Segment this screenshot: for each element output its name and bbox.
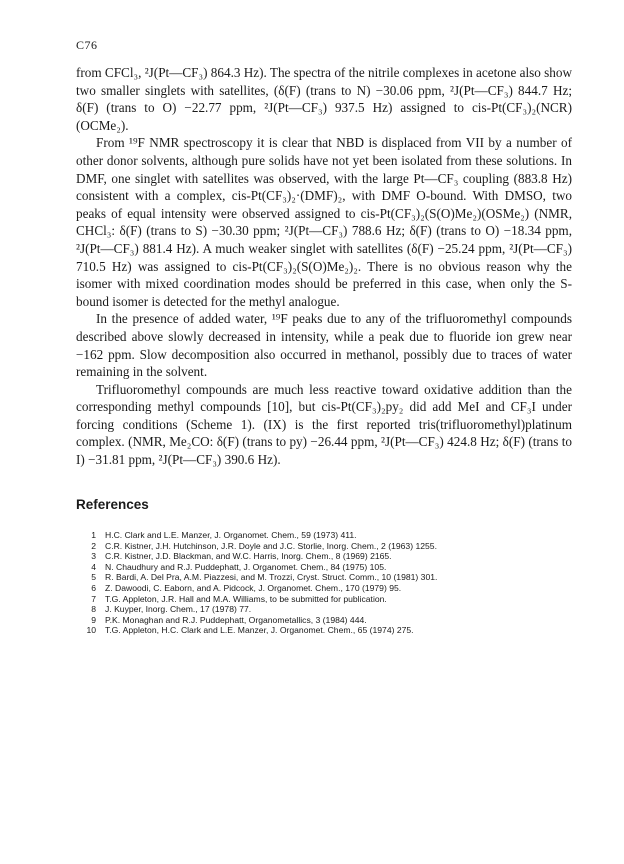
reference-number: 5 <box>91 572 96 583</box>
body-text <box>76 64 572 469</box>
reference-text: H.C. Clark and L.E. Manzer, J. Organomet. Chem., 59 (1973) 411. <box>105 530 357 540</box>
paragraph: Trifluoromethyl compounds are much less reactive toward oxidative addition than the corresponding methyl compounds [10], but cis-Pt(CF₃)₂py₂ did add MeI and CF₃I under forcing conditions (Scheme 1). (IX) is the first reported tris(trifluoromethyl)platinum complex. (NMR, Me₂CO: δ(F) (trans to py) −26.44 ppm, ²J(Pt—CF₃) 424.8 Hz; δ(F) (trans to I) −31.81 ppm, ²J(Pt—CF₃) 390.6 Hz). <box>76 381 572 468</box>
paragraph: In the presence of added water, ¹⁹F peaks due to any of the trifluoromethyl compounds described above slowly decreased in intensity, while a peak due to fluoride ion grew near −162 ppm. Slow decomposition also occurred in methanol, possibly due to traces of water remaining in the solvent. <box>76 311 572 380</box>
reference-item <box>76 562 576 573</box>
reference-text: C.R. Kistner, J.H. Hutchinson, J.R. Doyle and J.C. Storlie, Inorg. Chem., 2 (1963) 1255. <box>105 540 437 551</box>
reference-text: R. Bardi, A. Del Pra, A.M. Piazzesi, and M. Trozzi, Cryst. Struct. Comm., 10 (1981) 301. <box>105 572 438 583</box>
reference-item <box>76 541 576 552</box>
reference-text: P.K. Monaghan and R.J. Puddephatt, Organometallics, 3 (1984) 444. <box>105 614 367 625</box>
paragraph: from CFCl₃, ²J(Pt—CF₃) 864.3 Hz). The spectra of the nitrile complexes in acetone also show two smaller singlets with satellites, (δ(F) (trans to N) −30.06 ppm, ²J(Pt—CF₃) 844.7 Hz; δ(F) (trans to O) −22.77 ppm, ²J(Pt—CF₃) 937.5 Hz) assigned to cis-Pt(CF₃)₂(NCR)(OCMe₂). <box>76 65 572 133</box>
reference-number: 8 <box>91 604 96 615</box>
reference-item <box>76 594 576 605</box>
reference-number: 4 <box>91 561 96 572</box>
reference-text: T.G. Appleton, H.C. Clark and L.E. Manzer, J. Organomet. Chem., 65 (1974) 275. <box>105 625 414 636</box>
reference-text: C.R. Kistner, J.D. Blackman, and W.C. Harris, Inorg. Chem., 8 (1969) 2165. <box>105 551 392 562</box>
reference-item <box>76 530 576 541</box>
reference-item <box>76 551 576 562</box>
page-number: C76 <box>76 38 98 52</box>
reference-number: 3 <box>91 551 96 562</box>
reference-item <box>76 572 576 583</box>
reference-item <box>76 583 576 594</box>
reference-text: T.G. Appleton, J.R. Hall and M.A. Williams, to be submitted for publication. <box>105 593 387 604</box>
reference-number: 2 <box>91 540 96 551</box>
reference-list <box>76 530 576 636</box>
reference-number: 9 <box>91 614 96 625</box>
reference-number: 1 <box>91 530 96 540</box>
reference-text: N. Chaudhury and R.J. Puddephatt, J. Organomet. Chem., 84 (1975) 105. <box>105 561 387 572</box>
paragraph: From ¹⁹F NMR spectroscopy it is clear that NBD is displaced from VII by a number of other donor solvents, although pure solids have not yet been isolated from these solutions. In DMF, one singlet with satellites was observed, with the large Pt—CF₃ coupling (883.8 Hz) consistent with a complex, cis-Pt(CF₃)₂·(DMF)₂, with DMF O-bound. With DMSO, two peaks of equal intensity were observed assigned to cis-Pt(CF₃)₂(S(O)Me₂)(OSMe₂) (NMR, CHCl₃: δ(F) (trans to S) −30.30 ppm; ²J(Pt—CF₃) 788.6 Hz; δ(F) (trans to O) −18.34 ppm, ²J(Pt—CF₃) 881.4 Hz). A much weaker singlet with satellites (δ(F) −25.24 ppm, ²J(Pt—CF₃) 710.5 Hz) was assigned to cis-Pt(CF₃)₂(S(O)Me₂)₂. There is no obvious reason why the isomer with mixed coordination modes should be preferred in this case, when only the S-bound isomer is detected for the methyl analogue. <box>76 135 572 309</box>
reference-text: J. Kuyper, Inorg. Chem., 17 (1978) 77. <box>105 604 252 615</box>
references-heading: References <box>76 497 149 512</box>
reference-number: 7 <box>91 593 96 604</box>
reference-item <box>76 625 576 636</box>
reference-item <box>76 615 576 626</box>
reference-text: Z. Dawoodi, C. Eaborn, and A. Pidcock, J. Organomet. Chem., 170 (1979) 95. <box>105 582 402 593</box>
reference-number: 6 <box>91 582 96 593</box>
reference-number: 10 <box>86 625 96 636</box>
reference-item <box>76 604 576 615</box>
